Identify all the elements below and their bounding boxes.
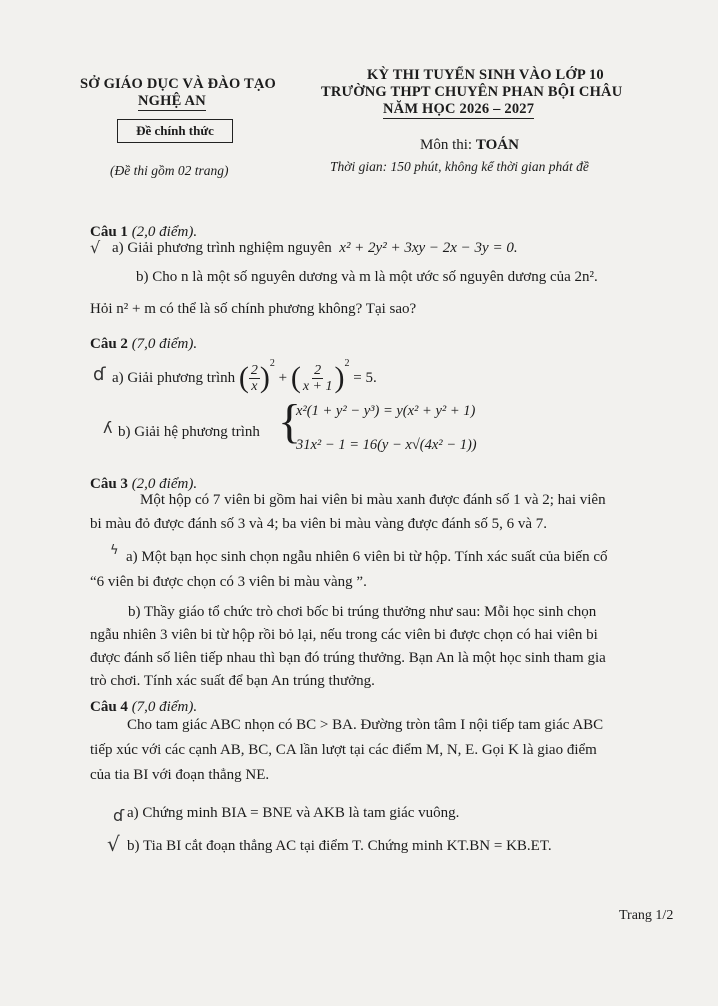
tick-mark-icon: ʎ xyxy=(103,418,113,437)
q4-intro-line3: của tia BI với đoạn thẳng NE. xyxy=(90,767,270,783)
q3b-line3: được đánh số liên tiếp nhau thì bạn đó trúng thưởng. Bạn An là một học sinh tham gia xyxy=(90,650,606,666)
q1b-line1: b) Cho n là một số nguyên dương và m là một ước số nguyên dương của 2n². xyxy=(136,269,598,285)
q2b-equation-1: x²(1 + y² − y³) = y(x² + y² + 1) xyxy=(296,403,476,419)
q3b-line4: trò chơi. Tính xác suất để bạn An trúng thưởng. xyxy=(90,673,375,689)
q3-intro-line2: bi màu đỏ được đánh số 3 và 4; ba viên bi màu vàng được đánh số 5, 6 và 7. xyxy=(90,516,548,532)
fraction-2-over-x: $\frac{2}{x}$ xyxy=(250,362,258,394)
q4-heading: Câu 4 (7,0 điểm). xyxy=(90,699,198,715)
q3b-line2: ngẫu nhiên 3 viên bi từ hộp rồi bỏ lại, nếu trong các viên bi được chọn có hai viên bi xyxy=(90,627,598,643)
time-note: Thời gian: 150 phút, không kể thời gian phát đề xyxy=(330,159,589,174)
q3a-line2: “6 viên bi được chọn có 3 viên bi màu vàng ”. xyxy=(90,574,367,590)
department-name: SỞ GIÁO DỤC VÀ ĐÀO TẠO xyxy=(80,76,277,92)
q4a-text: a) Chứng minh BIA = BNE và AKB là tam giác vuông. xyxy=(127,805,460,821)
check-mark-icon: √ xyxy=(107,832,120,856)
school-name: TRƯỜNG THPT CHUYÊN PHAN BỘI CHÂU xyxy=(321,84,623,100)
q4b-text: b) Tia BI cắt đoạn thẳng AC tại điểm T. Chứng minh KT.BN = KB.ET. xyxy=(127,838,552,854)
q3b-line1: b) Thầy giáo tổ chức trò chơi bốc bi trúng thưởng như sau: Mỗi học sinh chọn xyxy=(128,604,597,620)
q2b-equation-2: 31x² − 1 = 16(y − x√(4x² − 1)) xyxy=(296,437,477,453)
system-brace: { xyxy=(278,395,302,448)
q2a-line: a) Giải phương trình ( $\frac{2}{x}$ ) $^2$ + ( $\frac{2}{x + 1}$ ) $^2$ = 5. xyxy=(112,358,377,394)
tick-mark-icon: ɗ xyxy=(113,806,125,825)
school-year: NĂM HỌC 2026 – 2027 xyxy=(383,101,535,117)
exam-title: KỲ THI TUYỂN SINH VÀO LỚP 10 xyxy=(367,67,604,83)
pages-note: (Đề thi gồm 02 trang) xyxy=(110,163,229,178)
check-mark-icon: √ xyxy=(90,238,101,257)
q4-intro-line2: tiếp xúc với các cạnh AB, BC, CA lần lượt tại các điểm M, N, E. Gọi K là giao điểm xyxy=(90,742,597,758)
handwritten-mark-icon: ϟ xyxy=(110,543,119,558)
page-number: Trang 1/2 xyxy=(619,908,674,923)
official-exam-box: Đề chính thức xyxy=(117,119,233,143)
tick-mark-icon: ɗ xyxy=(93,364,106,385)
subject-line: Môn thi: TOÁN xyxy=(420,137,519,153)
q4-intro-line1: Cho tam giác ABC nhọn có BC > BA. Đường tròn tâm I nội tiếp tam giác ABC xyxy=(127,717,604,733)
province-name: NGHỆ AN xyxy=(138,93,206,109)
q2b-text: b) Giải hệ phương trình xyxy=(118,424,260,440)
q2-heading: Câu 2 (7,0 điểm). xyxy=(90,336,198,352)
q3-intro-line1: Một hộp có 7 viên bi gồm hai viên bi màu xanh được đánh số 1 và 2; hai viên xyxy=(140,492,606,508)
q3a-line1: a) Một bạn học sinh chọn ngẫu nhiên 6 viên bi từ hộp. Tính xác suất của biến cố xyxy=(126,549,608,565)
q1b-line2: Hỏi n² + m có thể là số chính phương không? Tại sao? xyxy=(90,301,417,317)
fraction-2-over-x-plus-1: $\frac{2}{x + 1}$ xyxy=(302,362,333,394)
q1a-text: a) Giải phương trình nghiệm nguyên x² + 2y² + 3xy − 2x − 3y = 0. xyxy=(112,240,518,256)
q1-heading: Câu 1 (2,0 điểm). xyxy=(90,224,198,240)
q3-heading: Câu 3 (2,0 điểm). xyxy=(90,476,198,492)
